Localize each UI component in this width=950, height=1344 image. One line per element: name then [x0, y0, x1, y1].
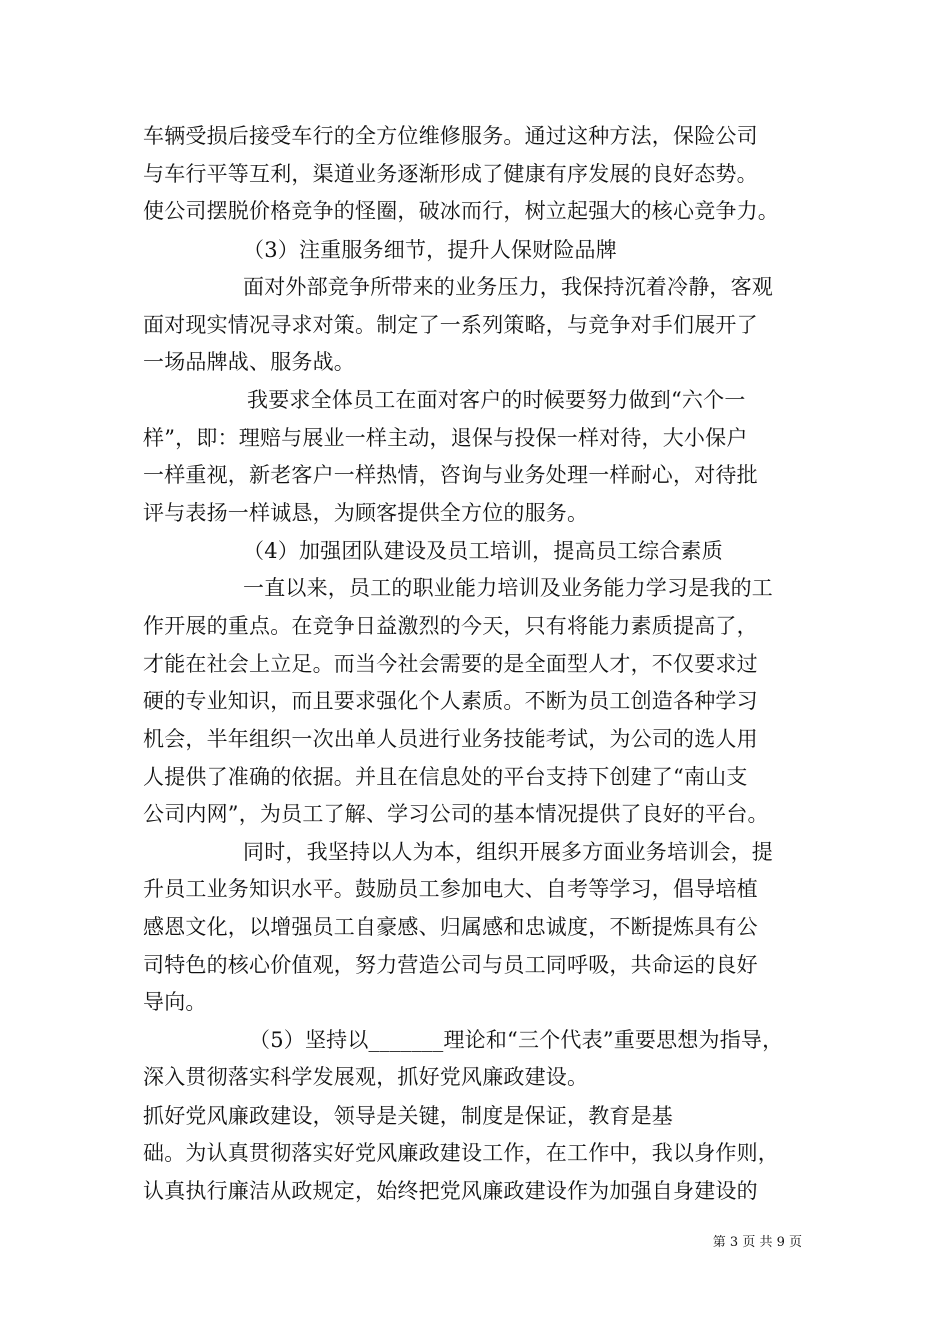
- body-text-line: 机会，半年组织一次出单人员进行业务技能考试，为公司的选人用: [143, 727, 758, 751]
- body-text-line: 使公司摆脱价格竞争的怪圈，破冰而行，树立起强大的核心竞争力。: [143, 199, 779, 223]
- body-text-line: 深入贯彻落实科学发展观，抓好党风廉政建设。: [143, 1065, 589, 1089]
- section-heading-5: （5）坚持以_______理论和“三个代表”重要思想为指导，: [249, 1028, 784, 1052]
- body-text-line: 我要求全体员工在面对客户的时候要努力做到“六个一: [247, 388, 746, 412]
- body-text-line: 车辆受损后接受车行的全方位维修服务。通过这种方法，保险公司: [143, 124, 758, 148]
- body-text-line: 导向。: [143, 990, 207, 1014]
- section-heading-3: （3）注重服务细节，提升人保财险品牌: [243, 238, 617, 262]
- body-text-line: 公司内网”，为员工了解、学习公司的基本情况提供了良好的平台。: [143, 802, 769, 826]
- page-number-footer: 第 3 页 共 9 页: [712, 1235, 802, 1250]
- body-text-line: 升员工业务知识水平。鼓励员工参加电大、自考等学习，倡导培植: [143, 877, 758, 901]
- body-text-line: 感恩文化，以增强员工自豪感、归属感和忠诚度，不断提炼具有公: [143, 915, 758, 939]
- body-text-line: 面对现实情况寻求对策。制定了一系列策略，与竞争对手们展开了: [143, 313, 758, 337]
- body-text-line: 一场品牌战、服务战。: [143, 350, 355, 374]
- body-text-line: 认真执行廉洁从政规定，始终把党风廉政建设作为加强自身建设的: [143, 1179, 758, 1203]
- body-text-line: 抓好党风廉政建设，领导是关键，制度是保证，教育是基: [143, 1104, 673, 1128]
- body-text-line: 样”，即：理赔与展业一样主动，退保与投保一样对待，大小保户: [143, 426, 748, 450]
- body-text-line: 础。为认真贯彻落实好党风廉政建设工作，在工作中，我以身作则，: [143, 1141, 779, 1165]
- body-text-line: 面对外部竞争所带来的业务压力，我保持沉着冷静，客观: [243, 275, 773, 299]
- body-text-line: 与车行平等互利，渠道业务逐渐形成了健康有序发展的良好态势。: [143, 162, 758, 186]
- body-text-line: 司特色的核心价值观，努力营造公司与员工同呼吸，共命运的良好: [143, 953, 758, 977]
- body-text-line: 一直以来，员工的职业能力培训及业务能力学习是我的工: [243, 576, 773, 600]
- section-heading-4: （4）加强团队建设及员工培训，提高员工综合素质: [243, 539, 723, 563]
- body-text-line: 才能在社会上立足。而当今社会需要的是全面型人才，不仅要求过: [143, 652, 758, 676]
- body-text-line: 同时，我坚持以人为本，组织开展多方面业务培训会，提: [243, 840, 773, 864]
- body-text-line: 硬的专业知识，而且要求强化个人素质。不断为员工创造各种学习: [143, 689, 758, 713]
- body-text-line: 作开展的重点。在竞争日益激烈的今天，只有将能力素质提高了，: [143, 614, 758, 638]
- body-text-line: 人提供了准确的依据。并且在信息处的平台支持下创建了“南山支: [143, 765, 748, 789]
- body-text-line: 一样重视，新老客户一样热情，咨询与业务处理一样耐心，对待批: [143, 463, 758, 487]
- body-text-line: 评与表扬一样诚恳，为顾客提供全方位的服务。: [143, 501, 589, 525]
